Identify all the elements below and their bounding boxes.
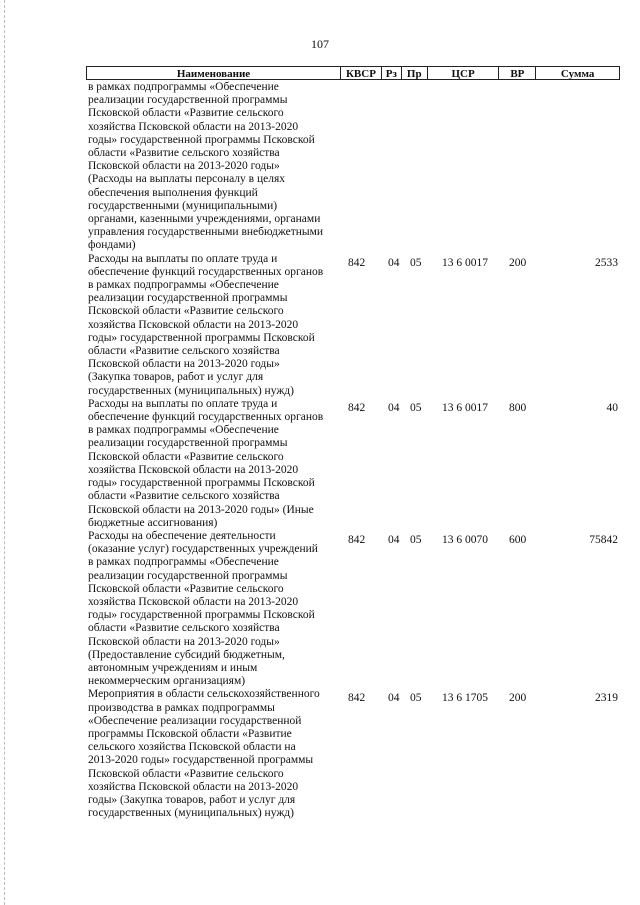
row-vr: 200 (509, 692, 527, 705)
row-name: Расходы на выплаты по оплате труда и обеспечение функций государственных органов в рамках подпрограммы «Обеспечение реализации государственной программы Псковской области «Развитие сельского хозяйства Псковской области на 2013-2020 годы» государственной программы Псковской области «Развитие сельского хозяйства Псковской области на 2013-2020 годы» (Закупка товаров, работ и услуг для государственных (муниципальных) нужд) (88, 252, 324, 397)
row-rz: 04 (388, 256, 400, 269)
table-row (88, 398, 618, 530)
row-kvsr: 842 (348, 692, 366, 705)
row-name: Расходы на выплаты по оплате труда и обеспечение функций государственных органов в рамках подпрограммы «Обеспечение реализации государственной программы Псковской области «Развитие сельского хозяйства Псковской области на 2013-2020 годы» государственной программы Псковской области «Развитие сельского хозяйства Псковской области на 2013-2020 годы» (Иные бюджетные ассигнования) (88, 397, 324, 529)
table-row (88, 530, 618, 688)
row-name: в рамках подпрограммы «Обеспечение реализации государственной программы Псковской области «Развитие сельского хозяйства Псковской области на 2013-2020 годы» государственной программы Псковской области «Развитие сельского хозяйства Псковской области на 2013-2020 годы» (Расходы на выплаты персоналу в целях обеспечения выполнения функций государственными (муниципальными) органами, казенными учреждениями, органами управления государственными внебюджетными фондами) (88, 81, 324, 252)
header-name: Наименование (87, 67, 341, 79)
table-header (86, 66, 620, 80)
header-csr: ЦСР (428, 67, 500, 79)
row-pr: 05 (410, 256, 422, 269)
row-kvsr: 842 (348, 533, 366, 546)
row-sum: 75842 (589, 533, 618, 546)
row-csr: 13 6 0070 (442, 533, 488, 546)
header-sum: Сумма (560, 68, 595, 80)
row-vr: 600 (509, 533, 527, 546)
scan-edge (4, 0, 6, 905)
row-sum: 2533 (595, 256, 618, 269)
row-rz: 04 (388, 692, 400, 705)
row-csr: 13 6 1705 (442, 692, 488, 705)
row-vr: 200 (509, 256, 527, 269)
row-pr: 05 (410, 533, 422, 546)
row-vr: 800 (509, 401, 527, 414)
row-kvsr: 842 (348, 401, 366, 414)
header-pr: Пр (402, 67, 428, 79)
row-name: Расходы на обеспечение деятельности (оказание услуг) государственных учреждений в рамках подпрограммы «Обеспечение реализации государственной программы Псковской области «Развитие сельского хозяйства Псковской области на 2013-2020 годы» государственной программы Псковской области «Развитие сельского хозяйства Псковской области на 2013-2020 годы» (Предоставление субсидий бюджетным, автономным учреждениям и иным некоммерческим организациям) (88, 529, 318, 688)
row-pr: 05 (410, 692, 422, 705)
table-row (88, 81, 618, 253)
row-sum: 2319 (595, 692, 618, 705)
table-body (88, 81, 618, 820)
row-csr: 13 6 0017 (442, 401, 488, 414)
table-row (88, 688, 618, 820)
row-pr: 05 (410, 401, 422, 414)
table-row (88, 253, 618, 398)
row-rz: 04 (388, 533, 400, 546)
header-kvsr: КВСР (341, 67, 382, 79)
row-name: Мероприятия в области сельскохозяйственного производства в рамках подпрограммы «Обеспечение реализации государственной программы Псковской области «Развитие сельского хозяйства Псковской области на 2013-2020 годы» государственной программы Псковской области «Развитие сельского хозяйства Псковской области на 2013-2020 годы» (Закупка товаров, работ и услуг для государственных (муниципальных) нужд) (88, 688, 320, 820)
row-kvsr: 842 (348, 256, 366, 269)
row-csr: 13 6 0017 (442, 256, 488, 269)
header-vr: ВР (499, 67, 536, 79)
row-sum: 40 (606, 401, 618, 414)
row-rz: 04 (388, 401, 400, 414)
page-number: 107 (311, 37, 329, 51)
header-rz: Рз (382, 67, 402, 79)
